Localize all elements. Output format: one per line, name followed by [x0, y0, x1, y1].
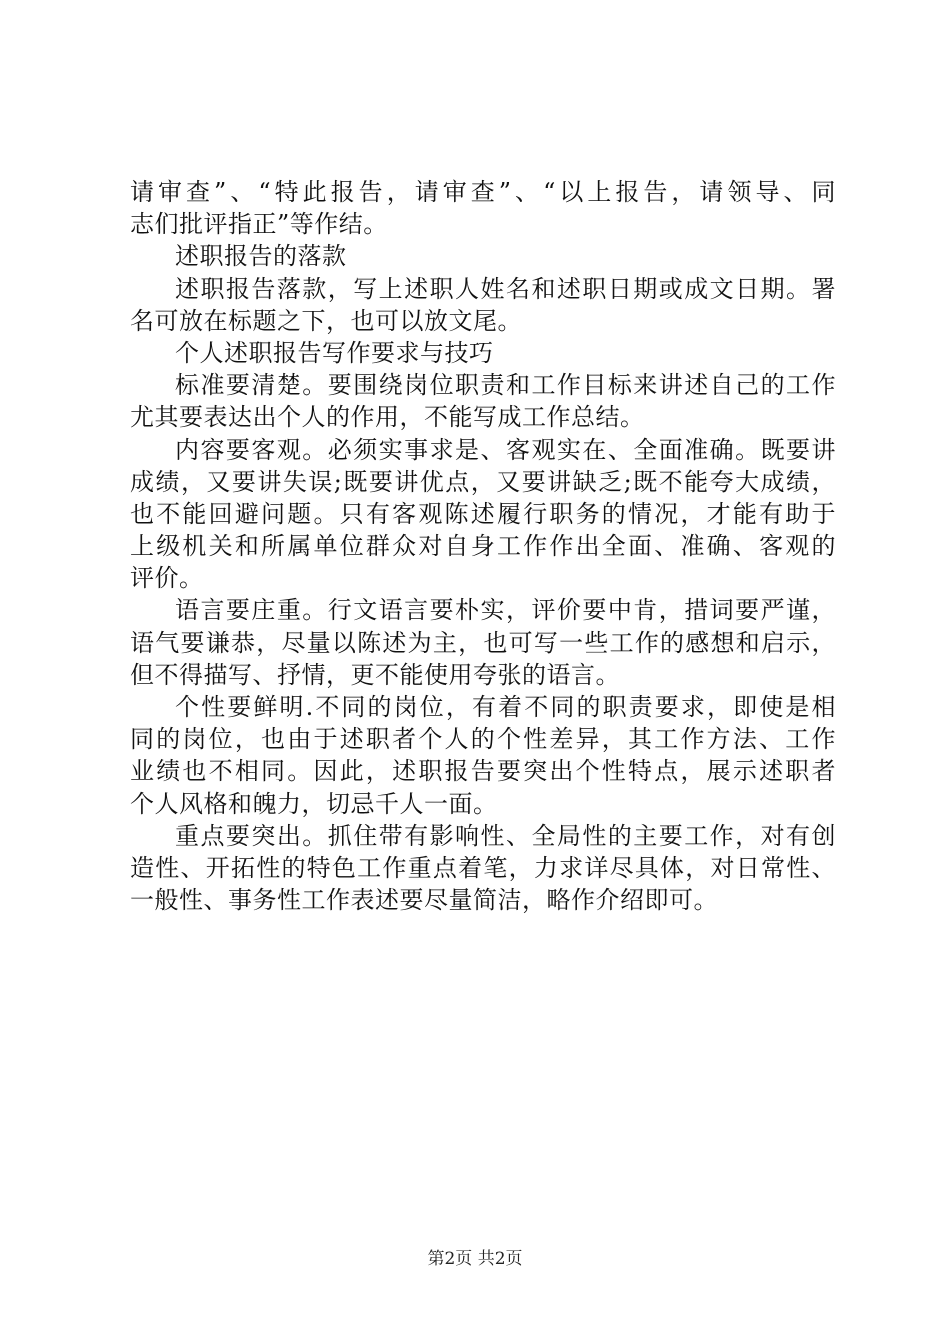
text-line: 语言要庄重。行文语言要朴实，评价要中肯，措词要严谨，	[175, 596, 836, 625]
text-line: 尤其要表达出个人的作用，不能写成工作总结。	[130, 403, 645, 432]
text-line: 名可放在标题之下，也可以放文尾。	[130, 306, 522, 335]
text-line: 一般性、事务性工作表述要尽量简洁，略作介绍即可。	[130, 886, 718, 915]
text-line: 内容要客观。必须实事求是、客观实在、全面准确。既要讲	[175, 435, 836, 464]
text-line: 个人述职报告写作要求与技巧	[175, 338, 494, 367]
text-line: 述职报告落款，写上述职人姓名和述职日期或成文日期。署	[175, 274, 836, 303]
text-line: 标准要清楚。要围绕岗位职责和工作目标来讲述自己的工作	[175, 371, 836, 400]
text-line: 个性要鲜明.不同的岗位，有着不同的职责要求，即使是相	[175, 693, 836, 721]
page-number-footer: 第2页 共2页	[427, 1249, 523, 1269]
text-line: 造性、开拓性的特色工作重点着笔，力求详尽具体，对日常性、	[130, 853, 836, 882]
text-line: 上级机关和所属单位群众对自身工作作出全面、准确、客观的	[130, 532, 836, 561]
text-line: 但不得描写、抒情，更不能使用夸张的语言。	[130, 660, 620, 689]
text-line: 重点要突出。抓住带有影响性、全局性的主要工作，对有创	[175, 821, 836, 850]
text-line: 个人风格和魄力，切忌千人一面。	[130, 789, 498, 818]
text-line: 述职报告的落款	[175, 242, 347, 271]
text-line: 请审查”、“特此报告，请审查”、“以上报告，请领导、同	[130, 178, 836, 206]
document-body	[130, 176, 836, 916]
text-line: 也不能回避问题。只有客观陈述履行职务的情况，才能有助于	[130, 499, 836, 528]
text-line: 同的岗位，也由于述职者个人的个性差异，其工作方法、工作	[130, 725, 836, 754]
text-line: 业绩也不相同。因此，述职报告要突出个性特点，展示述职者	[130, 757, 836, 786]
text-line: 志们批评指正”等作结。	[130, 210, 388, 239]
text-line: 评价。	[130, 564, 204, 593]
text-line: 语气要谦恭，尽量以陈述为主，也可写一些工作的感想和启示，	[130, 628, 836, 657]
text-line: 成绩，又要讲失误;既要讲优点，又要讲缺乏;既不能夸大成绩，	[130, 467, 836, 496]
